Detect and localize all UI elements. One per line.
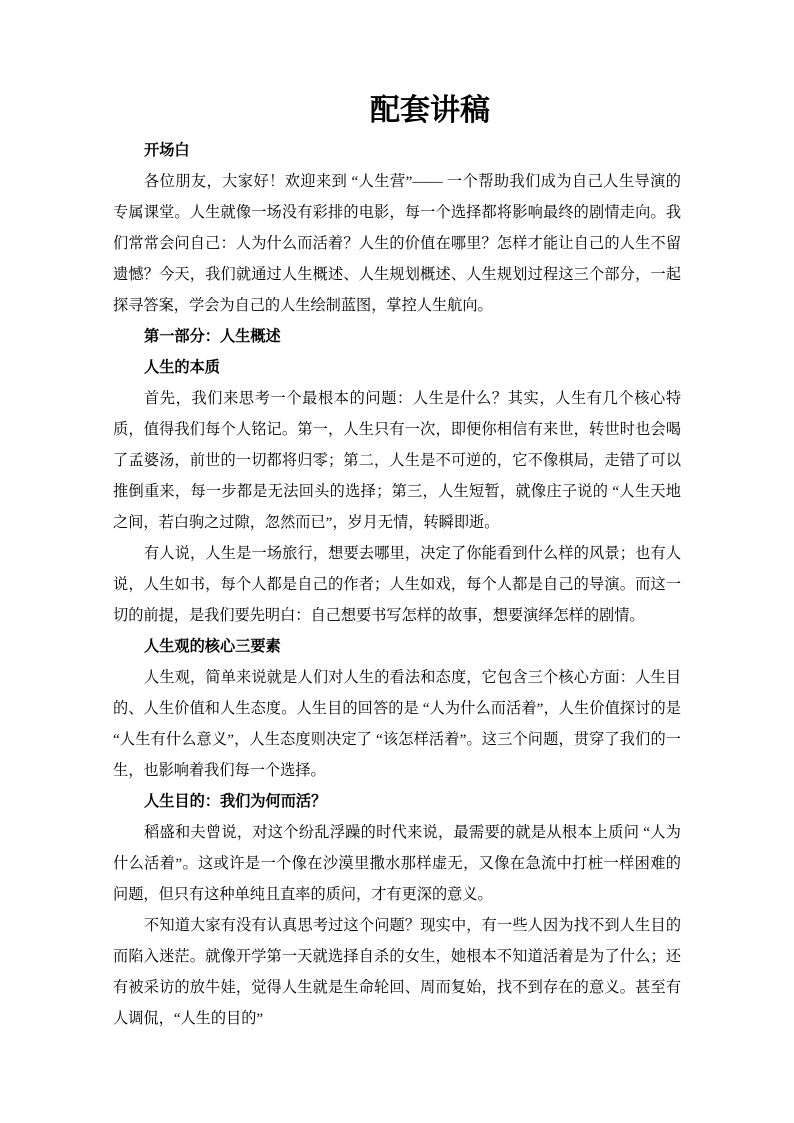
body-paragraph: 各位朋友，大家好！欢迎来到 “人生营”—— 一个帮助我们成为自己人生导演的专属课堂。人生就像一场没有彩排的电影，每一个选择都将影响最终的剧情走向。我们常常会问自己：人为什么而活着？人生的价值在哪里？怎样才能让自己的人生不留遗憾？今天，我们就通过人生概述、人生规划概述、人生规划过程这三个部分，一起探寻答案，学会为自己的人生绘制蓝图，掌控人生航向。 (113, 173, 681, 314)
section-heading: 人生的本质 (144, 359, 220, 376)
body-paragraph: 人生观，简单来说就是人们对人生的看法和态度，它包含三个核心方面：人生目的、人生价值和人生态度。人生目的回答的是 “人为什么而活着”，人生价值探讨的是 “人生有什么意义”，人生态度则决定了 “该怎样活着”。这三个问题，贯穿了我们的一生，也影响着我们每一个选择。 (113, 669, 681, 779)
section-heading: 开场白 (144, 142, 190, 159)
body-paragraph: 稻盛和夫曾说，对这个纷乱浮躁的时代来说，最需要的就是从根本上质问 “人为什么活着”。这或许是一个像在沙漠里撒水那样虚无，又像在急流中打桩一样困难的问题，但只有这种单纯且直率的质问，才有更深的意义。 (113, 824, 681, 903)
section-heading: 人生观的核心三要素 (144, 638, 281, 655)
section-heading: 第一部分：人生概述 (144, 328, 281, 345)
section-heading: 人生目的：我们为何而活？ (144, 793, 327, 810)
document-title: 配套讲稿 (370, 94, 490, 127)
body-paragraph: 首先，我们来思考一个最根本的问题：人生是什么？其实，人生有几个核心特质，值得我们每个人铭记。第一，人生只有一次，即便你相信有来世，转世时也会喝了孟婆汤，前世的一切都将归零；第二，人生是不可逆的，它不像棋局，走错了可以推倒重来，每一步都是无法回头的选择；第三，人生短暂，就像庄子说的 “人生天地之间，若白驹之过隙，忽然而已”，岁月无情，转瞬即逝。 (113, 390, 681, 531)
body-paragraph: 有人说，人生是一场旅行，想要去哪里，决定了你能看到什么样的风景；也有人说，人生如书，每个人都是自己的作者；人生如戏，每个人都是自己的导演。而这一切的前提，是我们要先明白：自己想要书写怎样的故事，想要演绎怎样的剧情。 (113, 545, 681, 624)
page-content (113, 88, 681, 1034)
document-body (113, 135, 681, 1034)
body-paragraph: 不知道大家有没有认真思考过这个问题？现实中，有一些人因为找不到人生目的而陷入迷茫。就像开学第一天就选择自杀的女生，她根本不知道活着是为了什么；还有被采访的放牛娃，觉得人生就是生命轮回、周而复始，找不到存在的意义。甚至有人调侃，“人生的目的” (113, 917, 681, 1027)
